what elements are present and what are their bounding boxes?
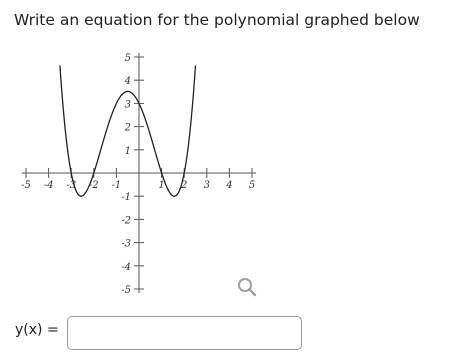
x-tick-label: -3 bbox=[66, 180, 77, 191]
magnifier-icon[interactable] bbox=[236, 276, 258, 298]
x-tick-label: 5 bbox=[248, 180, 256, 191]
graph-tick-labels bbox=[21, 53, 255, 296]
y-tick-label: 2 bbox=[124, 122, 131, 134]
y-tick-label: -4 bbox=[121, 261, 131, 273]
x-tick-label: 4 bbox=[226, 180, 233, 191]
y-tick-label: -5 bbox=[121, 285, 131, 296]
x-tick-label: -4 bbox=[43, 180, 54, 191]
x-tick-label: 1 bbox=[158, 180, 165, 191]
question-prompt: Write an equation for the polynomial graphed below bbox=[14, 11, 420, 29]
answer-label: y(x) = bbox=[15, 322, 59, 338]
x-tick-label: -1 bbox=[111, 180, 122, 191]
x-tick-label: -2 bbox=[88, 180, 99, 191]
equation-input[interactable] bbox=[67, 316, 302, 350]
y-tick-label: -2 bbox=[121, 215, 131, 227]
y-tick-label: -1 bbox=[121, 192, 131, 204]
x-tick-label: 3 bbox=[203, 180, 210, 191]
x-tick-label: -5 bbox=[21, 180, 31, 191]
y-tick-label: 5 bbox=[124, 53, 131, 64]
y-tick-label: 1 bbox=[124, 145, 131, 157]
graph-axes bbox=[22, 53, 256, 293]
x-tick-label: 2 bbox=[181, 180, 188, 191]
y-tick-label: 4 bbox=[124, 76, 131, 88]
y-tick-label: -3 bbox=[121, 238, 131, 250]
y-tick-label: 3 bbox=[124, 99, 131, 111]
